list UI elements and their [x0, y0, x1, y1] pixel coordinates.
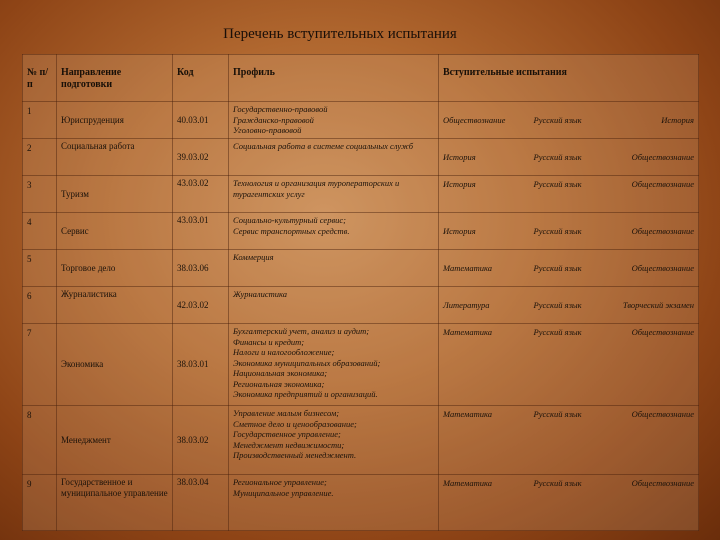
exam-1: Математика: [443, 409, 492, 419]
row-profile: Технология и организация туроператорских и турагентских услуг: [229, 176, 439, 213]
row-num: 6: [23, 287, 57, 324]
row-exams: [439, 475, 699, 531]
row-profile: Региональное управление; Муниципальное управление.: [229, 475, 439, 531]
exam-3: Обществознание: [631, 327, 694, 337]
row-exams: [439, 287, 699, 324]
row-profile: Коммерция: [229, 250, 439, 287]
row-direction: Социальная работа: [57, 139, 173, 176]
table-row: [23, 324, 699, 406]
exam-3: Творческий экзамен: [622, 300, 694, 310]
exam-1: Математика: [443, 327, 492, 337]
row-num: 8: [23, 406, 57, 475]
row-profile: Социально-культурный сервис; Сервис транспортных средств.: [229, 213, 439, 250]
row-code: 38.03.04: [173, 475, 229, 531]
row-code: 38.03.06: [173, 250, 229, 287]
table-row: [23, 102, 699, 139]
row-direction: Экономика: [57, 324, 173, 406]
row-direction: Юриспруденция: [57, 102, 173, 139]
row-profile: Бухгалтерский учет, анализ и аудит; Финансы и кредит; Налоги и налогообложение; Экономика муниципальных образований; Национальная экономика; Региональная экономика; Экономика предприятий и организаций.: [229, 324, 439, 406]
header-profile: Профиль: [229, 55, 439, 102]
row-direction: Журналистика: [57, 287, 173, 324]
row-num: 1: [23, 102, 57, 139]
row-exams: [439, 139, 699, 176]
header-direction: Направление подготовки: [57, 55, 173, 102]
row-num: 3: [23, 176, 57, 213]
row-num: 9: [23, 475, 57, 531]
table-row: [23, 176, 699, 213]
row-exams: [439, 176, 699, 213]
table-row: [23, 287, 699, 324]
row-exams: [439, 324, 699, 406]
exam-2: Русский язык: [533, 300, 582, 310]
exam-2: Русский язык: [533, 179, 582, 189]
row-code: 43.03.02: [173, 176, 229, 213]
row-exams: [439, 406, 699, 475]
row-exams: [439, 250, 699, 287]
exam-1: Математика: [443, 263, 492, 273]
row-code: 40.03.01: [173, 102, 229, 139]
exam-3: Обществознание: [631, 179, 694, 189]
entrance-exams-table: [22, 54, 699, 531]
exam-3: Обществознание: [631, 478, 694, 488]
table-header-row: [23, 55, 699, 102]
exam-2: Русский язык: [533, 478, 582, 488]
row-code: 38.03.02: [173, 406, 229, 475]
row-code: 38.03.01: [173, 324, 229, 406]
exam-2: Русский язык: [533, 115, 582, 125]
exam-2: Русский язык: [533, 409, 582, 419]
table-row: [23, 139, 699, 176]
exam-2: Русский язык: [533, 226, 582, 236]
exam-1: Литература: [443, 300, 490, 310]
table-row: [23, 475, 699, 531]
row-direction: Торговое дело: [57, 250, 173, 287]
row-code: 42.03.02: [173, 287, 229, 324]
row-num: 4: [23, 213, 57, 250]
row-direction: Туризм: [57, 176, 173, 213]
row-profile: Государственно-правовой Гражданско-правовой Уголовно-правовой: [229, 102, 439, 139]
row-exams: [439, 213, 699, 250]
table-row: [23, 250, 699, 287]
row-profile: Журналистика: [229, 287, 439, 324]
exam-3: Обществознание: [631, 263, 694, 273]
exam-1: История: [443, 179, 476, 189]
row-direction: Менеджмент: [57, 406, 173, 475]
row-code: 39.03.02: [173, 139, 229, 176]
row-num: 5: [23, 250, 57, 287]
table-row: [23, 213, 699, 250]
exam-3: Обществознание: [631, 409, 694, 419]
row-profile: Управление малым бизнесом; Сметное дело и ценообразование; Государственное управление; Менеджмент недвижимости; Производственный менеджмент.: [229, 406, 439, 475]
row-num: 2: [23, 139, 57, 176]
exam-3: Обществознание: [631, 226, 694, 236]
row-profile: Социальная работа в системе социальных служб: [229, 139, 439, 176]
header-code: Код: [173, 55, 229, 102]
exam-3: Обществознание: [631, 152, 694, 162]
header-num: № п/п: [23, 55, 57, 102]
slide-title: Перечень вступительных испытания: [223, 26, 457, 42]
exam-2: Русский язык: [533, 327, 582, 337]
row-num: 7: [23, 324, 57, 406]
exam-1: Обществознание: [443, 115, 506, 125]
row-exams: [439, 102, 699, 139]
row-code: 43.03.01: [173, 213, 229, 250]
header-exams: Вступительные испытания: [439, 55, 699, 102]
row-direction: Государственное и муниципальное управление: [57, 475, 173, 531]
exam-2: Русский язык: [533, 152, 582, 162]
exam-1: История: [443, 152, 476, 162]
exam-3: История: [661, 115, 694, 125]
exam-2: Русский язык: [533, 263, 582, 273]
exam-1: История: [443, 226, 476, 236]
table-row: [23, 406, 699, 475]
exam-1: Математика: [443, 478, 492, 488]
row-direction: Сервис: [57, 213, 173, 250]
